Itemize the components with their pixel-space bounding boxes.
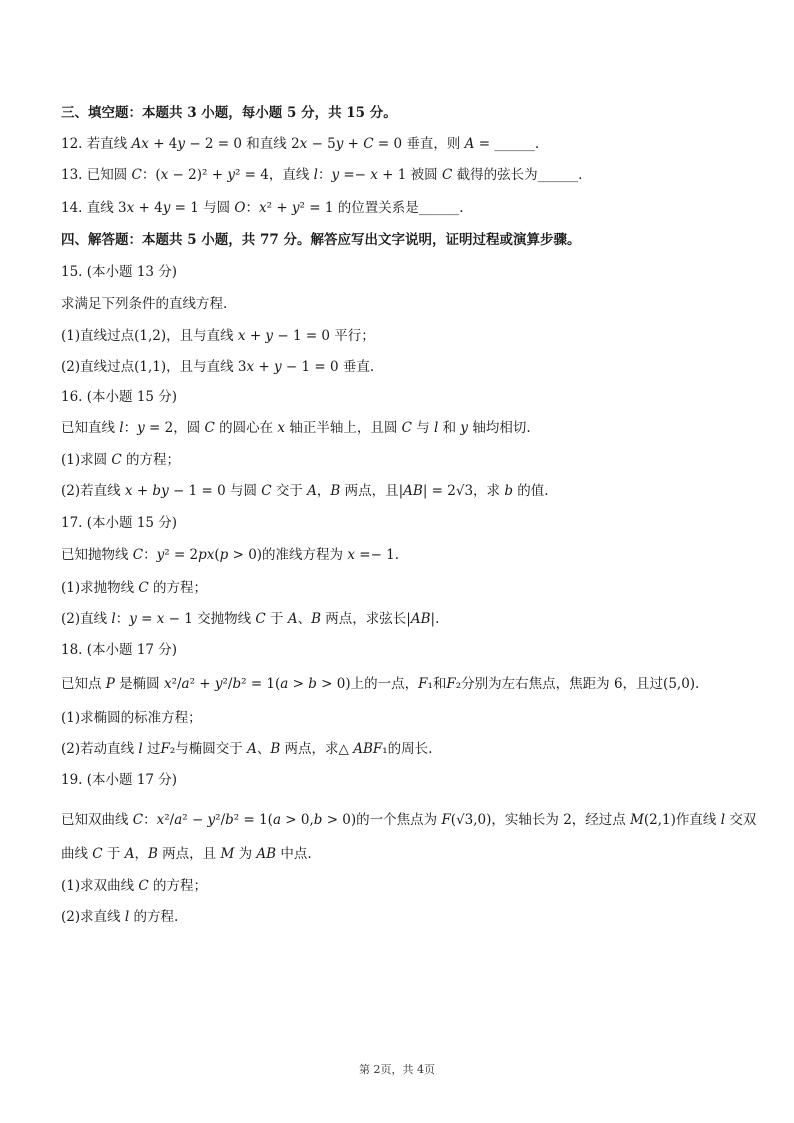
question-19-title: 19. (本小题 17 分) [61, 772, 178, 788]
question-19-stem-line-2: 曲线 𝐶 于 𝐴，𝐵 两点，且 𝑀 为 𝐴𝐵 中点. [61, 846, 312, 862]
page-number-footer: 第 2页，共 4页 [359, 1063, 435, 1076]
question-17-part-2: (2)直线 𝑙：𝑦 = 𝑥 − 1 交抛物线 𝐶 于 𝐴、𝐵 两点，求弦长|𝐴𝐵|. [61, 611, 440, 627]
question-17-part-1: (1)求抛物线 𝐶 的方程； [61, 580, 208, 596]
question-13: 13. 已知圆 𝐶：(𝑥 − 2)² + 𝑦² = 4，直线 𝑙：𝑦 =− 𝑥 + 1 被圆 𝐶 截得的弦长为______. [61, 167, 583, 183]
question-19-part-2: (2)求直线 𝑙 的方程. [61, 909, 179, 925]
question-19-stem-line-1: 已知双曲线 𝐶：𝑥²/𝑎² − 𝑦²/𝑏² = 1(𝑎 > 0,𝑏 > 0)的一个焦点为 𝐹(√3,0)，实轴长为 2，经过点 𝑀(2,1)作直线 𝑙 交双 [61, 812, 757, 828]
fill-blank-heading: 三、填空题：本题共 3 小题，每小题 5 分，共 15 分。 [61, 105, 397, 121]
question-18-part-1: (1)求椭圆的标准方程； [61, 710, 202, 726]
question-19-part-1: (1)求双曲线 𝐶 的方程； [61, 878, 208, 894]
question-17-stem: 已知抛物线 𝐶：𝑦² = 2𝑝𝑥(𝑝 > 0)的准线方程为 𝑥 =− 1. [61, 547, 400, 563]
answer-heading: 四、解答题：本题共 5 小题，共 77 分。解答应写出文字说明，证明过程或演算步骤。 [61, 232, 581, 248]
question-15-part-2: (2)直线过点(1,1)，且与直线 3𝑥 + 𝑦 − 1 = 0 垂直. [61, 359, 375, 375]
question-18-stem: 已知点 𝑃 是椭圆 𝑥²/𝑎² + 𝑦²/𝑏² = 1(𝑎 > 𝑏 > 0)上的一点，𝐹₁和𝐹₂分别为左右焦点，焦距为 6，且过(5,0). [61, 676, 700, 692]
question-14: 14. 直线 3𝑥 + 4𝑦 = 1 与圆 𝑂：𝑥² + 𝑦² = 1 的位置关系是______. [61, 200, 464, 216]
question-15-stem: 求满足下列条件的直线方程. [61, 296, 228, 312]
question-15-title: 15. (本小题 13 分) [61, 264, 178, 280]
question-17-title: 17. (本小题 15 分) [61, 515, 178, 531]
question-16-part-2: (2)若直线 𝑥 + 𝑏𝑦 − 1 = 0 与圆 𝐶 交于 𝐴，𝐵 两点，且|𝐴𝐵| = 2√3，求 𝑏 的值. [61, 483, 549, 499]
question-12: 12. 若直线 𝐴𝑥 + 4𝑦 − 2 = 0 和直线 2𝑥 − 5𝑦 + 𝐶 = 0 垂直，则 𝐴 = ______. [61, 136, 540, 152]
question-18-title: 18. (本小题 17 分) [61, 642, 178, 658]
question-16-title: 16. (本小题 15 分) [61, 389, 178, 405]
question-16-stem: 已知直线 𝑙：𝑦 = 2，圆 𝐶 的圆心在 𝑥 轴正半轴上，且圆 𝐶 与 𝑙 和 𝑦 轴均相切. [61, 420, 531, 436]
question-15-part-1: (1)直线过点(1,2)，且与直线 𝑥 + 𝑦 − 1 = 0 平行； [61, 328, 375, 344]
question-16-part-1: (1)求圆 𝐶 的方程； [61, 452, 181, 468]
question-18-part-2: (2)若动直线 𝑙 过𝐹₂与椭圆交于 𝐴、𝐵 两点，求△ 𝐴𝐵𝐹₁的周长. [61, 741, 433, 757]
